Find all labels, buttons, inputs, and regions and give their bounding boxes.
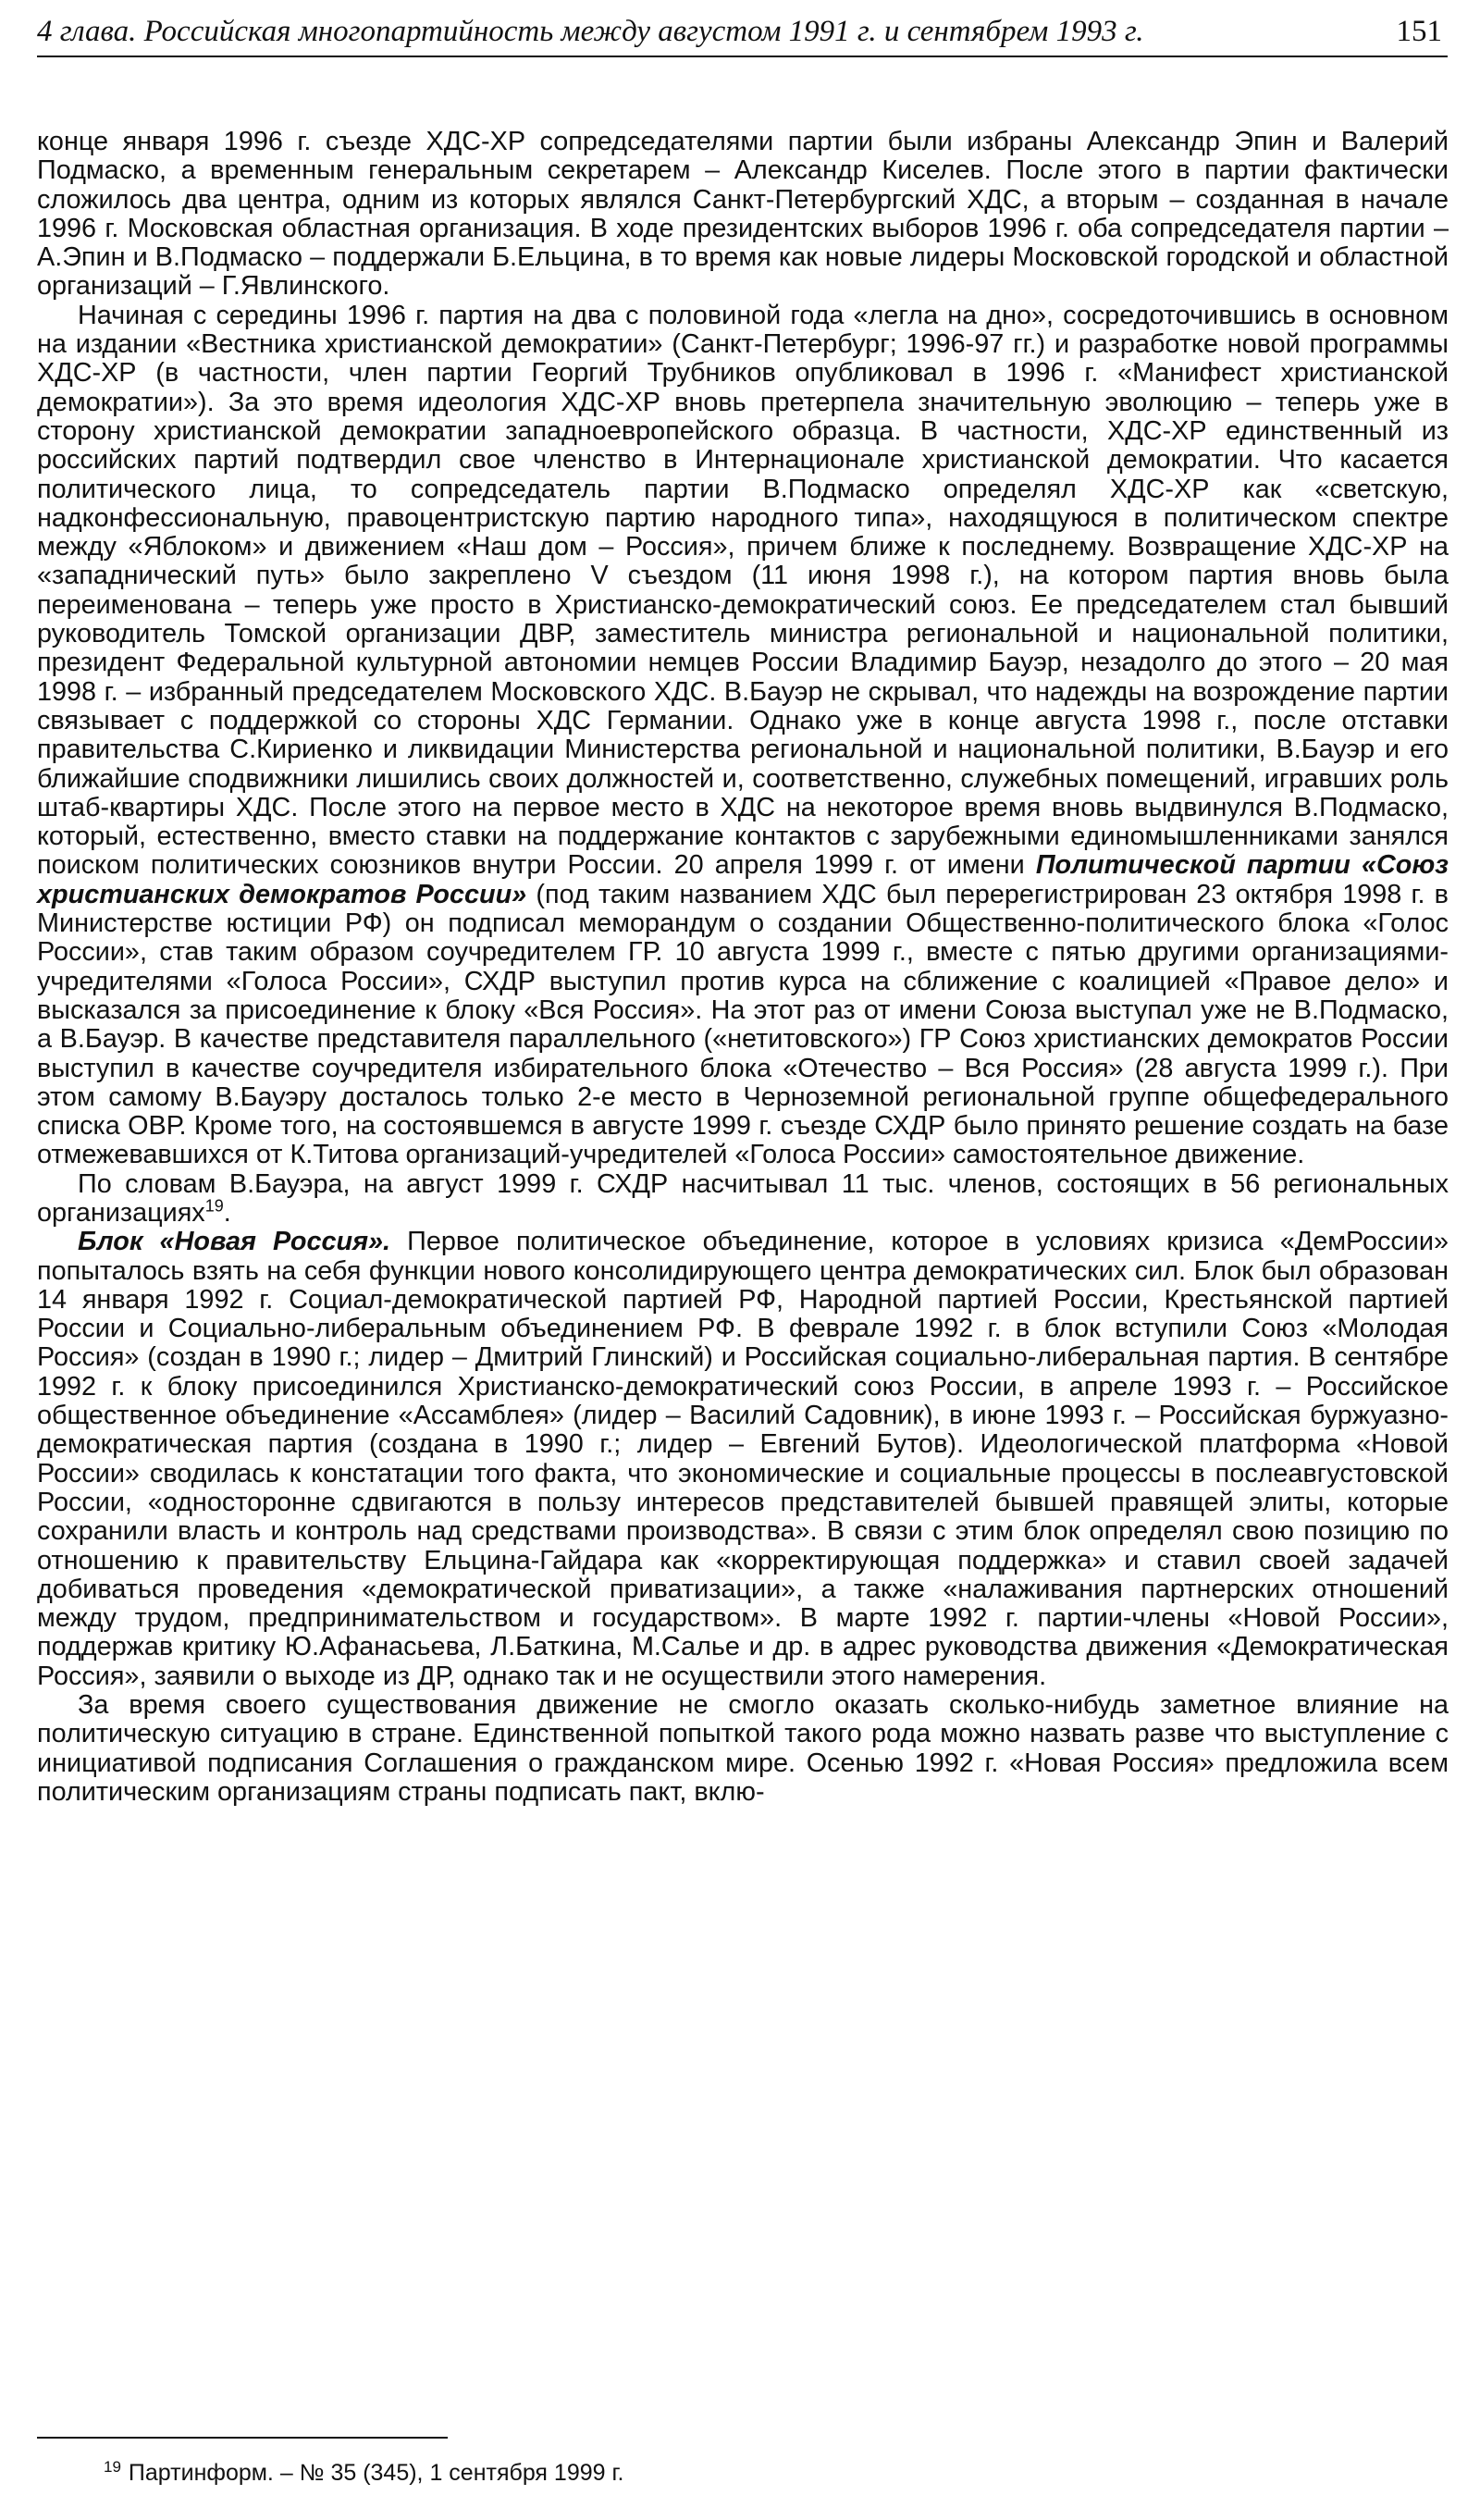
paragraph: [37, 128, 1449, 302]
paragraph: [37, 1170, 1449, 1229]
running-head: [37, 7, 1448, 57]
text-run: .: [223, 1197, 231, 1228]
footnote-text: Партинформ. – № 35 (345), 1 сентября 1999 г.: [128, 2460, 624, 2486]
text-run: (под таким названием ХДС был перерегистрирован 23 октября 1998 г. в Министерстве юстиции РФ) он подписал меморандум о создании Общественно-политического блока «Голос России», став таким образом соучредителем ГР. 10 августа 1999 г., вместе с пятью другими организациями-учредителями «Голоса России», СХДР выступил против курса на сближение с коалицией «Правое дело» и высказался за присоединение к блоку «Вся Россия». На этот раз от имени Союза выступал уже не В.Подмаско, а В.Бауэр. В качестве представителя параллельного («нетитовского») ГР Союз христианских демократов России выступил в качестве соучредителя избирательного блока «Отечество – Вся Россия» (28 августа 1999 г.). При этом самому В.Бауэру досталось только 2-е место в Черноземной региональной группе общефедерального списка ОВР. Кроме того, на состоявшемся в августе 1999 г. съезде СХДР было принято решение создать на базе отмежевавшихся от К.Титова организаций-учредителей «Голоса России» самостоятельное движение.: [37, 879, 1449, 1170]
paragraph: [37, 1691, 1449, 1807]
emphasized-text: Политической партии «Союз христианских демократов России»: [37, 850, 1449, 909]
footnote-19: [104, 2459, 1306, 2487]
text-run: конце января 1996 г. съезде ХДС-ХР сопредседателями партии были избраны Александр Эпин и Валерий Подмаско, а временным генеральным секретарем – Александр Киселев. После этого в партии фактически сложилось два центра, одним из которых являлся Санкт-Петербургский ХДС, а вторым – созданная в начале 1996 г. Московская областная организация. В ходе президентских выборов 1996 г. оба сопредседателя партии – А.Эпин и В.Подмаско – поддержали Б.Ельцина, в то время как новые лидеры Московской городской и областной организаций – Г.Явлинского.: [37, 127, 1449, 302]
text-run: Начиная с середины 1996 г. партия на два с половиной года «легла на дно», сосредоточившись в основном на издании «Вестника христианской демократии» (Санкт-Петербург; 1996-97 гг.) и разработке новой программы ХДС-ХР (в частности, член партии Георгий Трубников опубликовал в 1996 г. «Манифест христианской демократии»). За это время идеология ХДС-ХР вновь претерпела значительную эволюцию – теперь уже в сторону христианской демократии западноевропейского образца. В частности, ХДС-ХР единственный из российских партий подтвердил свое членство в Интернационале христианской демократии. Что касается политического лица, то сопредседатель партии В.Подмаско определял ХДС-ХР как «светскую, надконфессиональную, правоцентристскую партию народного типа», находящуюся в политическом спектре между «Яблоком» и движением «Наш дом – Россия», причем ближе к последнему. Возвращение ХДС-ХР на «западнический путь» было закреплено V съездом (11 июня 1998 г.), на котором партия вновь была переименована – теперь уже просто в Христианско-демократический союз. Ее председателем стал бывший руководитель Томской организации ДВР, заместитель министра региональной и национальной политики, президент Федеральной культурной автономии немцев России Владимир Бауэр, незадолго до этого – 20 мая 1998 г. – избранный председателем Московского ХДС. В.Бауэр не скрывал, что надежды на возрождение партии связывает с поддержкой со стороны ХДС Германии. Однако уже в конце августа 1998 г., после отставки правительства С.Кириенко и ликвидации Министерства региональной и национальной политики, В.Бауэр и его ближайшие сподвижники лишились своих должностей и, соответственно, служебных помещений, игравших роль штаб-квартиры ХДС. После этого на первое место в ХДС на некоторое время вновь выдвинулся В.Подмаско, который, естественно, вместо ставки на поддержание контактов с зарубежными единомышленниками занялся поиском политических союзников внутри России. 20 апреля 1999 г. от имени: [37, 300, 1449, 881]
text-run: За время своего существования движение не смогло оказать сколько-нибудь заметное влияние на политическую ситуацию в стране. Единственной попыткой такого рода можно назвать разве что выступление с инициативой подписания Соглашения о гражданском мире. Осенью 1992 г. «Новая Россия» предложила всем политическим организациям страны подписать пакт, вклю-: [37, 1690, 1449, 1807]
text-run: Первое политическое объединение, которое в условиях кризиса «ДемРоссии» попыталось взять на себя функции нового консолидирующего центра демократических сил. Блок был образован 14 января 1992 г. Социал-демократической партией РФ, Народной партией России, Крестьянской партией России и Социально-либеральным объединением РФ. В феврале 1992 г. в блок вступили Союз «Молодая Россия» (создан в 1990 г.; лидер – Дмитрий Глинский) и Российская социально-либеральная партия. В сентябре 1992 г. к блоку присоединился Христианско-демократический союз России, в апреле 1993 г. – Российское общественное объединение «Ассамблея» (лидер – Василий Садовник), в июне 1993 г. – Российская буржуазно-демократическая партия (создана в 1990 г.; лидер – Евгений Бутов). Идеологической платформа «Новой России» сводилась к констатации того факта, что экономические и социальные процессы в послеавгустовской России, «односторонне сдвигаются в пользу интересов представителей бывшей правящей элиты, которые сохранили власть и контроль над средствами производства». В связи с этим блок определял свою позицию по отношению к правительству Ельцина-Гайдара как «корректирующая поддержка» и ставил своей задачей добиваться проведения «демократической приватизации», а также «налаживания партнерских отношений между трудом, предпринимательством и государством». В марте 1992 г. партии-члены «Новой России», поддержав критику Ю.Афанасьева, Л.Баткина, М.Салье и др. в адрес руководства движения «Демократическая Россия», заявили о выходе из ДР, однако так и не осуществили этого намерения.: [37, 1227, 1449, 1691]
emphasized-text: Блок «Новая Россия».: [78, 1227, 391, 1257]
body-text: [37, 128, 1449, 1807]
paragraph: [37, 302, 1449, 1170]
text-run: По словам В.Бауэра, на август 1999 г. СХДР насчитывал 11 тыс. членов, состоящих в 56 региональных организациях: [37, 1168, 1449, 1228]
page-number: 151: [1396, 15, 1442, 48]
footnote-separator: [37, 2437, 448, 2439]
paragraph: [37, 1228, 1449, 1691]
chapter-running-title: 4 глава. Российская многопартийность между августом 1991 г. и сентябрем 1993 г.: [37, 15, 1144, 48]
footnote-number: 19: [104, 2457, 121, 2476]
footnote-reference: 19: [204, 1196, 224, 1216]
